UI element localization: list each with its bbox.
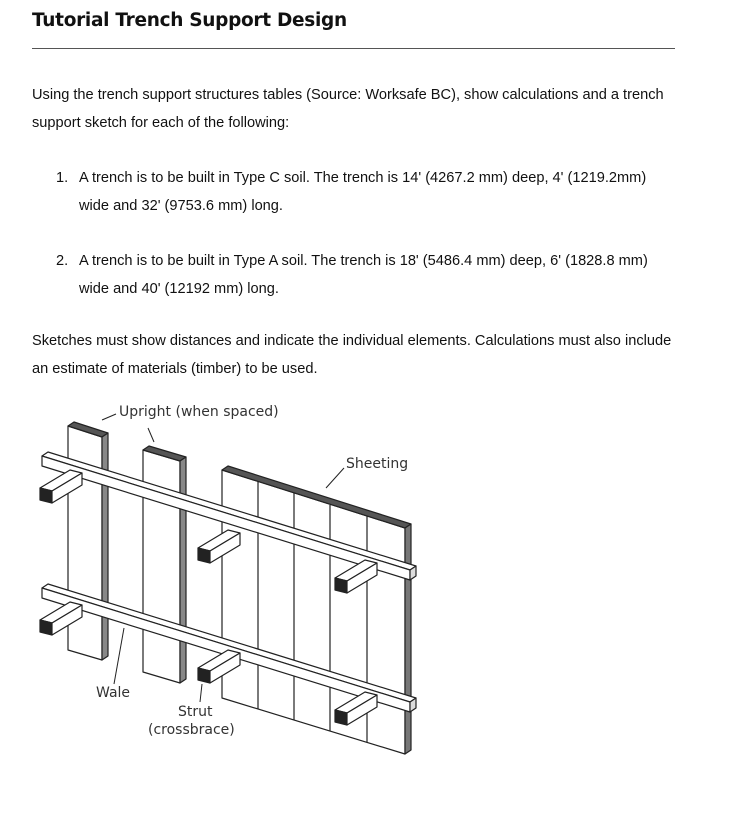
task-number: 1.	[56, 170, 69, 186]
strut-note-label: (crossbrace)	[148, 722, 235, 738]
strut-label: Strut	[178, 704, 213, 720]
intro-paragraph: Using the trench support structures tables (Source: Worksafe BC), show calculations and a trench support sketch for each of the following:	[32, 87, 664, 131]
task-text: A trench is to be built in Type A soil. The trench is 18' (5486.4 mm) deep, 6' (1828.8 mm) wide and 40' (12192 mm) long.	[79, 253, 648, 297]
task-text: A trench is to be built in Type C soil. The trench is 14' (4267.2 mm) deep, 4' (1219.2mm) wide and 32' (9753.6 mm) long.	[79, 170, 647, 214]
upright-middle	[143, 446, 186, 683]
trench-support-illustration	[30, 398, 430, 758]
page-title: Tutorial Trench Support Design	[32, 10, 347, 31]
trench-support-diagram	[30, 398, 430, 758]
strut-leader	[200, 684, 202, 702]
upright-leader-2	[148, 428, 154, 442]
sheeting-label: Sheeting	[346, 456, 409, 472]
requirements-paragraph: Sketches must show distances and indicate the individual elements. Calculations must also include an estimate of materials (timber) to be used.	[32, 333, 672, 377]
task-number: 2.	[56, 253, 69, 269]
sheeting-panel	[222, 466, 411, 754]
upright-left	[68, 422, 108, 660]
wale-leader	[114, 628, 124, 684]
upright-label: Upright (when spaced)	[119, 404, 279, 420]
title-divider	[32, 48, 675, 49]
sheeting-leader	[326, 468, 344, 488]
upright-leader	[102, 414, 116, 420]
wale-label: Wale	[96, 685, 131, 701]
